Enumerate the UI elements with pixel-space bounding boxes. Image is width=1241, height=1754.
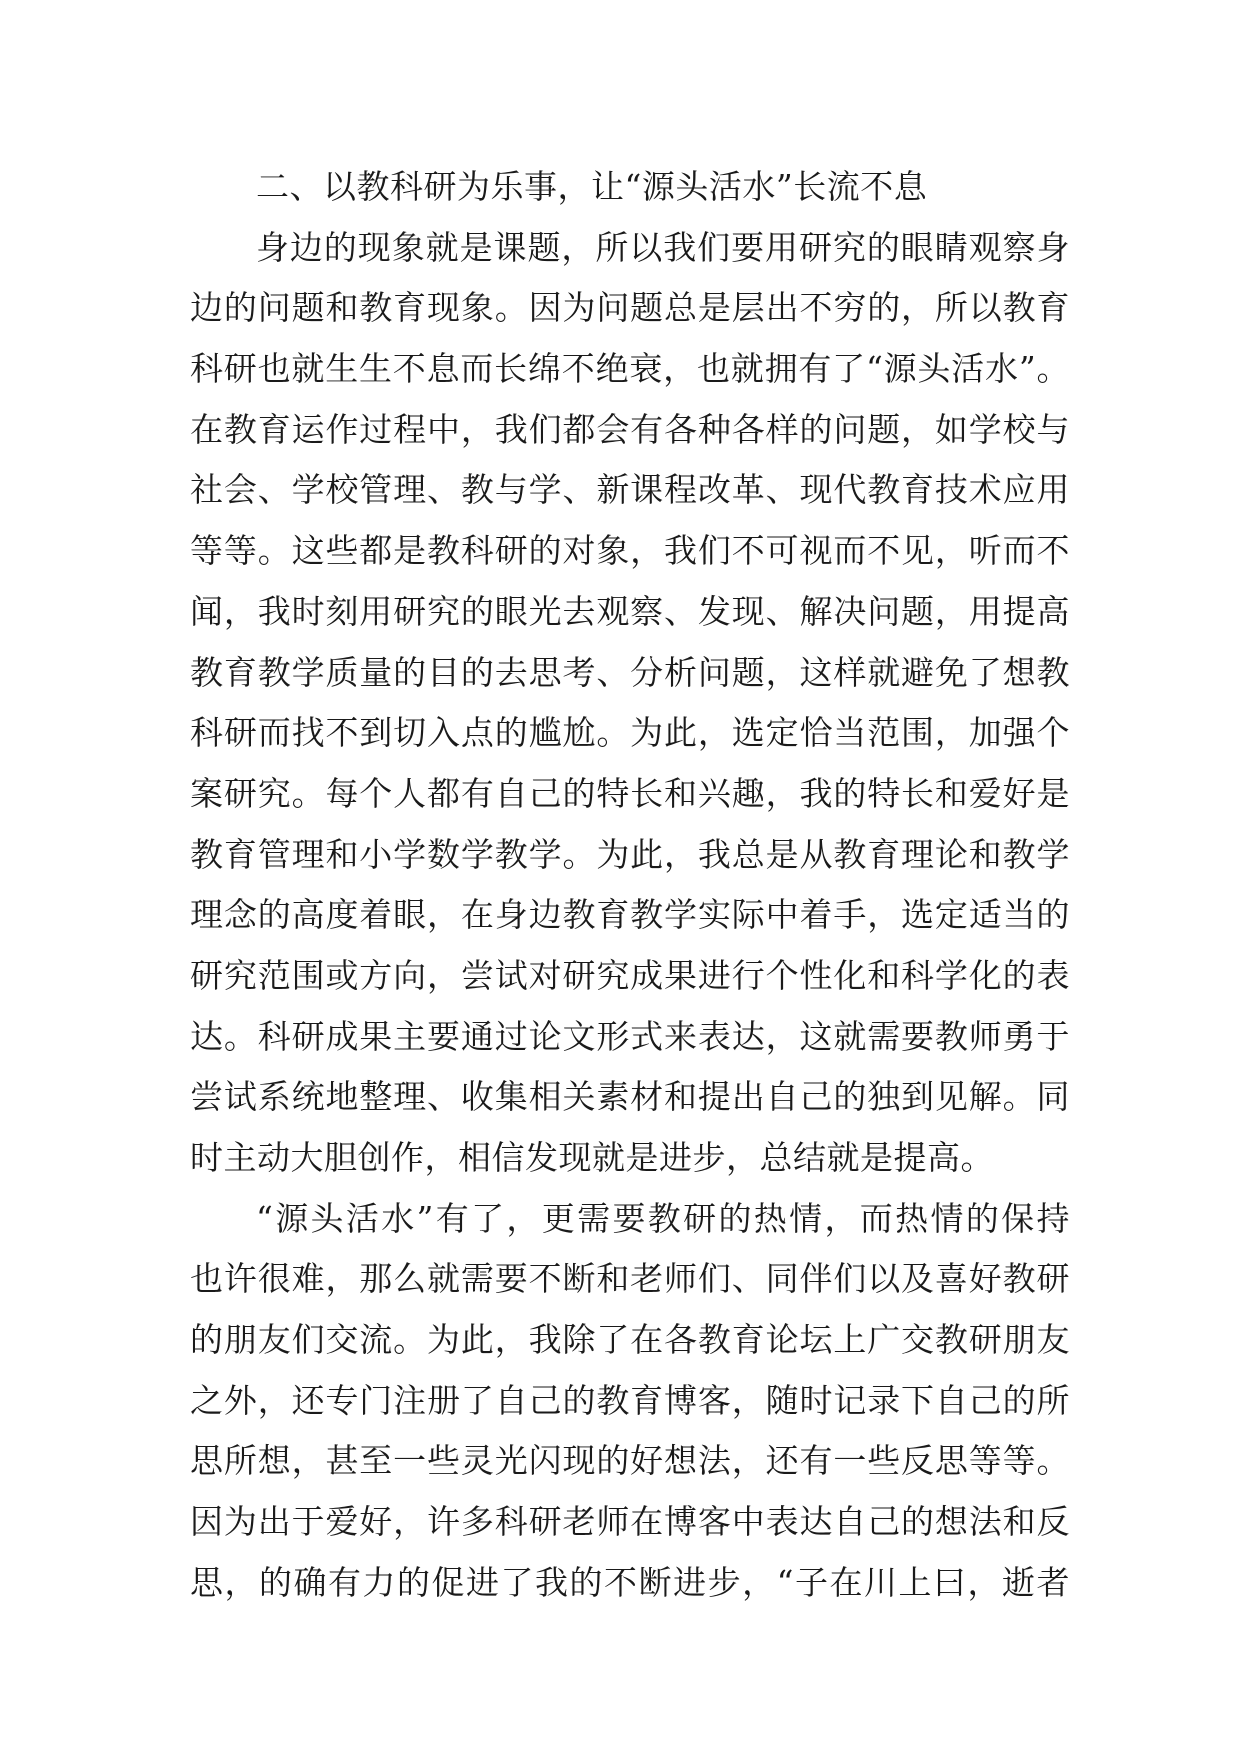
text-line: 理念的高度着眼，在身边教育教学实际中着手，选定适当的 [190, 895, 1070, 935]
text-line: 思所想，甚至一些灵光闪现的好想法，还有一些反思等等。 [190, 1441, 1070, 1481]
text-line: 社会、学校管理、教与学、新课程改革、现代教育技术应用 [190, 470, 1070, 510]
text-line: 之外，还专门注册了自己的教育博客，随时记录下自己的所 [190, 1380, 1070, 1420]
text-line: 也许很难，那么就需要不断和老师们、同伴们以及喜好教研 [190, 1259, 1070, 1299]
section-heading: 二、以教科研为乐事，让“源头活水”长流不息 [256, 167, 928, 206]
text-line: 的朋友们交流。为此，我除了在各教育论坛上广交教研朋友 [190, 1320, 1070, 1360]
text-line: 思，的确有力的促进了我的不断进步，“子在川上曰，逝者 [190, 1562, 1070, 1602]
text-line: 等等。这些都是教科研的对象，我们不可视而不见，听而不 [190, 531, 1070, 571]
text-line: 因为出于爱好，许多科研老师在博客中表达自己的想法和反 [190, 1502, 1070, 1542]
text-line: 科研也就生生不息而长绵不绝衰，也就拥有了“源头活水”。 [190, 349, 1070, 389]
text-line: 达。科研成果主要通过论文形式来表达，这就需要教师勇于 [190, 1016, 1070, 1056]
text-line: 尝试系统地整理、收集相关素材和提出自己的独到见解。同 [190, 1077, 1070, 1117]
text-line: 身边的现象就是课题，所以我们要用研究的眼睛观察身 [256, 227, 1070, 267]
text-line: 时主动大胆创作，相信发现就是进步，总结就是提高。 [190, 1138, 994, 1177]
text-line: 教育管理和小学数学教学。为此，我总是从教育理论和教学 [190, 834, 1070, 874]
text-line: “源头活水”有了，更需要教研的热情，而热情的保持 [256, 1198, 1070, 1238]
text-line: 在教育运作过程中，我们都会有各种各样的问题，如学校与 [190, 409, 1070, 449]
text-line: 教育教学质量的目的去思考、分析问题，这样就避免了想教 [190, 652, 1070, 692]
paragraph-2 [190, 1189, 1070, 1614]
text-line: 案研究。每个人都有自己的特长和兴趣，我的特长和爱好是 [190, 773, 1070, 813]
document-body [190, 157, 1070, 1614]
text-line: 科研而找不到切入点的尴尬。为此，选定恰当范围，加强个 [190, 713, 1070, 753]
paragraph-1 [190, 218, 1070, 1189]
text-line: 闻，我时刻用研究的眼光去观察、发现、解决问题，用提高 [190, 591, 1070, 631]
text-line: 边的问题和教育现象。因为问题总是层出不穷的，所以教育 [190, 288, 1070, 328]
text-line: 研究范围或方向，尝试对研究成果进行个性化和科学化的表 [190, 955, 1070, 995]
